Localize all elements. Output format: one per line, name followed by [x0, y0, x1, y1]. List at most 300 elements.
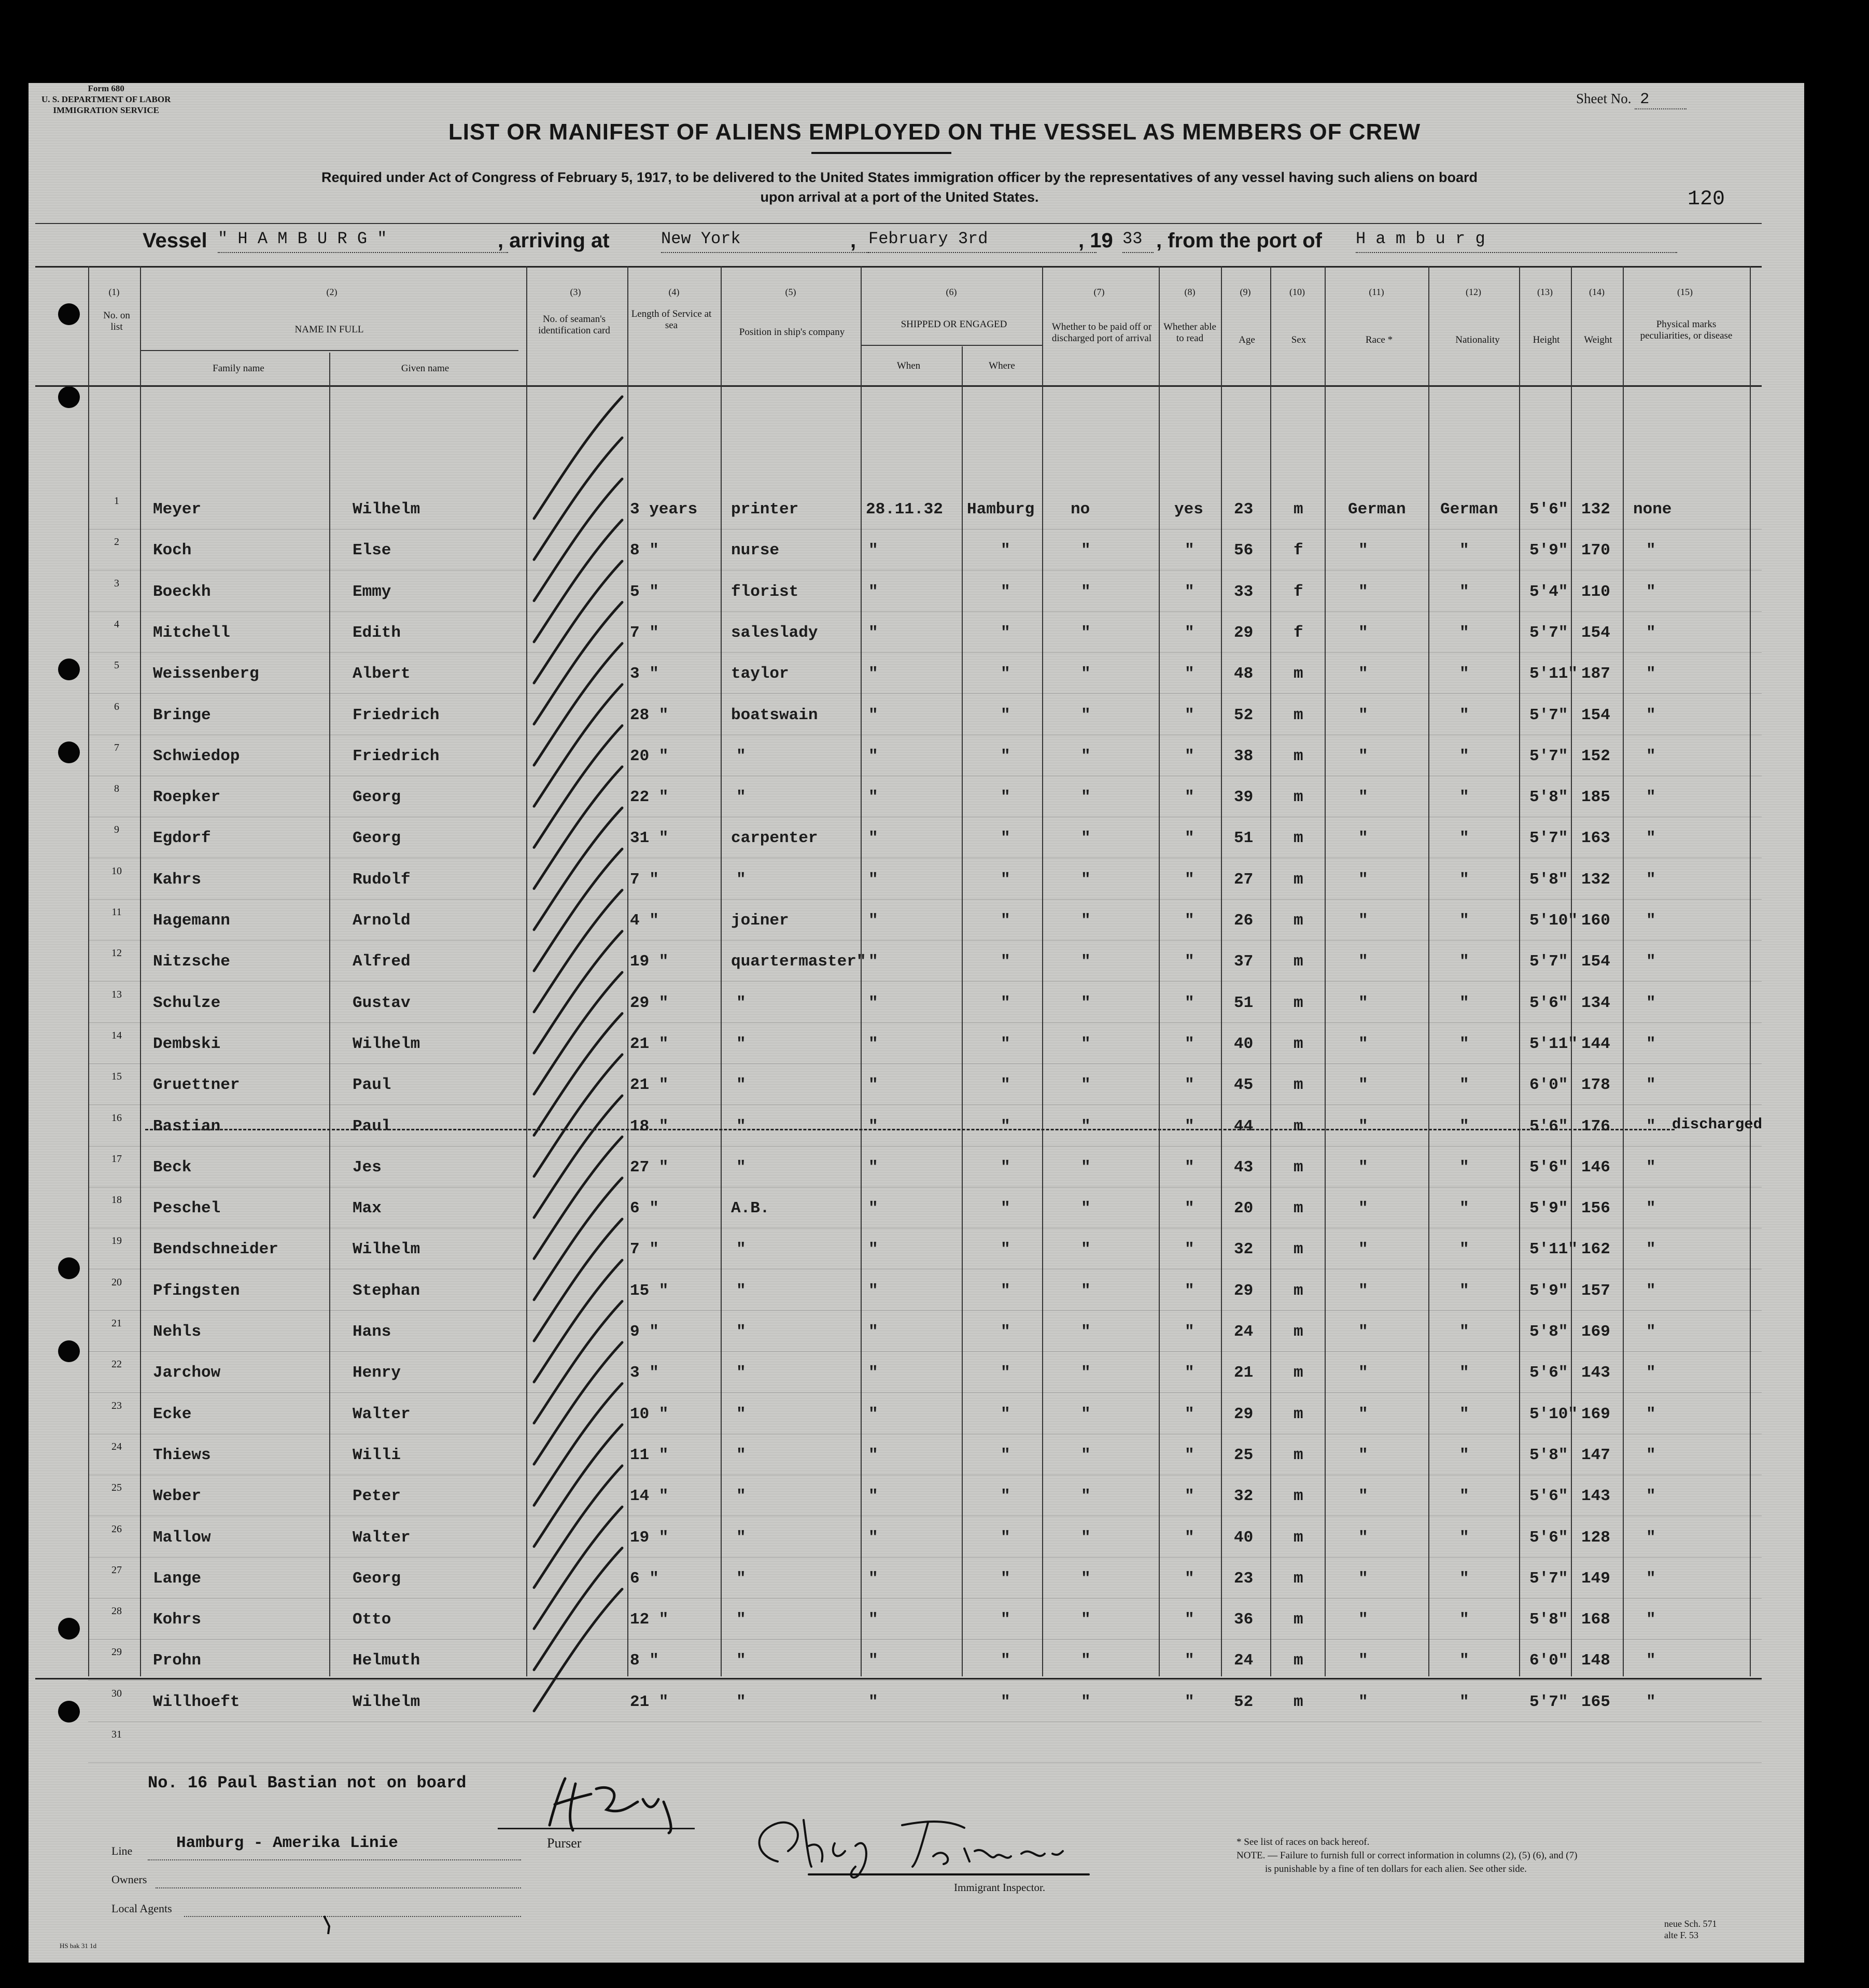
sex-cell: m — [1294, 1405, 1303, 1423]
given-name-cell: Wilhelm — [353, 1034, 420, 1053]
sex-cell: m — [1294, 1117, 1303, 1136]
shipped-when-cell: " — [868, 1199, 878, 1218]
row-number: 29 — [111, 1646, 122, 1658]
given-name-cell: Otto — [353, 1611, 391, 1629]
family-name-cell: Bendschneider — [153, 1240, 278, 1259]
sex-cell: m — [1294, 747, 1303, 765]
race-cell: " — [1358, 1034, 1368, 1053]
position-cell: " — [736, 870, 746, 889]
owners-label: Owners — [111, 1873, 147, 1886]
weight-cell: 134 — [1581, 993, 1610, 1012]
able-read-cell: " — [1185, 1117, 1195, 1136]
position-cell: " — [736, 1651, 746, 1670]
nationality-cell: " — [1459, 1034, 1469, 1053]
check-mark — [534, 397, 622, 519]
nationality-cell: " — [1459, 993, 1469, 1012]
able-read-cell: " — [1185, 1446, 1195, 1464]
position-cell: joiner — [731, 912, 789, 930]
age-cell: 29 — [1234, 1405, 1254, 1423]
race-cell: " — [1358, 1281, 1368, 1300]
family-name-cell: Jarchow — [153, 1364, 221, 1382]
nationality-cell: " — [1459, 829, 1469, 848]
given-name-cell: Paul — [353, 1117, 391, 1136]
height-cell: 5'10" — [1529, 912, 1578, 930]
row-number: 9 — [114, 824, 119, 836]
position-cell: " — [736, 1240, 746, 1259]
ref-new: neue Sch. 571 — [1664, 1919, 1717, 1929]
weight-cell: 132 — [1581, 500, 1610, 519]
paid-off-cell: " — [1081, 1487, 1091, 1506]
able-read-cell: " — [1185, 1076, 1195, 1095]
shipped-where-cell: " — [1001, 1076, 1010, 1095]
able-read-cell: " — [1185, 953, 1195, 971]
family-name-cell: Prohn — [153, 1651, 202, 1670]
sex-cell: m — [1294, 1611, 1303, 1629]
given-name-cell: Henry — [353, 1364, 401, 1382]
physical-marks-cell: " — [1646, 1076, 1656, 1095]
age-cell: 32 — [1234, 1487, 1254, 1506]
nationality-cell: " — [1459, 582, 1469, 601]
paid-off-cell: " — [1081, 1199, 1091, 1218]
age-cell: 29 — [1234, 1281, 1254, 1300]
given-name-cell: Walter — [353, 1528, 411, 1547]
column-divider — [962, 346, 963, 1676]
paid-off-cell: " — [1081, 829, 1091, 848]
header-physical-marks: Physical marks peculiarities, or disease — [1640, 319, 1733, 341]
header-when: When — [896, 360, 921, 371]
race-cell: " — [1358, 1651, 1368, 1670]
position-cell: " — [736, 993, 746, 1012]
physical-marks-cell: " — [1646, 1487, 1656, 1506]
shipped-when-cell: " — [868, 541, 878, 560]
row-rule — [88, 1762, 1762, 1763]
given-name-cell: Georg — [353, 788, 401, 807]
shipped-where-cell: " — [1001, 1199, 1010, 1218]
header-id-card: No. of seaman's identification card — [538, 314, 610, 336]
age-cell: 38 — [1234, 747, 1254, 765]
column-number: (2) — [326, 287, 338, 297]
length-service-cell: 21 " — [630, 1692, 669, 1711]
weight-cell: 147 — [1581, 1446, 1610, 1464]
race-cell: " — [1358, 912, 1368, 930]
able-read-cell: " — [1185, 1364, 1195, 1382]
age-cell: 25 — [1234, 1446, 1254, 1464]
length-service-cell: 27 " — [630, 1158, 669, 1177]
physical-marks-cell: " — [1646, 953, 1656, 971]
height-cell: 5'8" — [1529, 788, 1568, 807]
race-cell: " — [1358, 623, 1368, 642]
header-name-in-full: NAME IN FULL — [294, 324, 364, 335]
sex-cell: m — [1294, 1076, 1303, 1095]
paid-off-cell: " — [1081, 1446, 1091, 1464]
nationality-cell: " — [1459, 788, 1469, 807]
row-number: 1 — [114, 495, 119, 507]
height-cell: 5'6" — [1529, 1158, 1568, 1177]
row-number: 11 — [111, 906, 122, 918]
column-divider — [329, 353, 330, 1676]
height-cell: 5'9" — [1529, 541, 1568, 560]
header-given-name: Given name — [401, 363, 449, 374]
length-service-cell: 6 " — [630, 1569, 659, 1588]
shipped-when-cell: " — [868, 1076, 878, 1095]
shipped-where-cell: " — [1001, 1158, 1010, 1177]
sex-cell: m — [1294, 912, 1303, 930]
column-number: (14) — [1589, 287, 1605, 297]
height-cell: 5'7" — [1529, 747, 1568, 765]
race-cell: " — [1358, 582, 1368, 601]
column-divider — [861, 266, 862, 1676]
family-name-cell: Mallow — [153, 1528, 211, 1547]
position-cell: " — [736, 1487, 746, 1506]
shipped-where-cell: " — [1001, 1569, 1010, 1588]
length-service-cell: 8 " — [630, 541, 659, 560]
nationality-cell: " — [1459, 953, 1469, 971]
row-number: 16 — [111, 1112, 122, 1124]
weight-cell: 178 — [1581, 1076, 1610, 1095]
sex-cell: m — [1294, 1281, 1303, 1300]
able-read-cell: " — [1185, 665, 1195, 683]
age-cell: 21 — [1234, 1364, 1254, 1382]
column-divider — [1042, 266, 1043, 1676]
shipped-where-cell: " — [1001, 953, 1010, 971]
age-cell: 56 — [1234, 541, 1254, 560]
row-number: 23 — [111, 1399, 122, 1411]
header-race: Race * — [1365, 334, 1393, 345]
header-weight: Weight — [1584, 334, 1612, 345]
position-cell: " — [736, 1323, 746, 1341]
weight-cell: 169 — [1581, 1405, 1610, 1423]
shipped-subheader-rule — [861, 345, 1042, 346]
physical-marks-cell: " — [1646, 541, 1656, 560]
ref-old: alte F. 53 — [1664, 1930, 1699, 1940]
family-name-cell: Beck — [153, 1158, 192, 1177]
height-cell: 5'11" — [1529, 665, 1578, 683]
shipped-where-cell: " — [1001, 541, 1010, 560]
nationality-cell: " — [1459, 1364, 1469, 1382]
row-number: 27 — [111, 1564, 122, 1576]
shipped-when-cell: " — [868, 1405, 878, 1423]
vessel-name: " H A M B U R G " — [218, 229, 508, 253]
paid-off-cell: " — [1081, 1323, 1091, 1341]
row-rule — [88, 1104, 1762, 1105]
height-cell: 5'9" — [1529, 1199, 1568, 1218]
row-rule — [88, 899, 1762, 900]
length-service-cell: 21 " — [630, 1034, 669, 1053]
sheet-number — [1576, 91, 1687, 109]
age-cell: 43 — [1234, 1158, 1254, 1177]
race-cell: " — [1358, 1199, 1368, 1218]
race-cell: " — [1358, 1240, 1368, 1259]
age-cell: 27 — [1234, 870, 1254, 889]
row-number: 10 — [111, 865, 122, 877]
row-number: 21 — [111, 1318, 122, 1329]
shipped-when-cell: " — [868, 1240, 878, 1259]
nationality-cell: " — [1459, 1528, 1469, 1547]
able-read-cell: " — [1185, 1240, 1195, 1259]
height-cell: 5'11" — [1529, 1034, 1578, 1053]
vessel-label: Vessel — [143, 229, 207, 252]
binder-hole — [58, 1701, 80, 1723]
page-subtitle — [218, 167, 1581, 207]
race-cell: " — [1358, 870, 1368, 889]
given-name-cell: Gustav — [353, 993, 411, 1012]
sheet-value: 2 — [1635, 91, 1687, 109]
paid-off-cell: " — [1081, 582, 1091, 601]
physical-marks-cell: " — [1646, 993, 1656, 1012]
shipped-where-cell: " — [1001, 788, 1010, 807]
length-service-cell: 14 " — [630, 1487, 669, 1506]
physical-marks-cell: " — [1646, 1692, 1656, 1711]
nationality-cell: " — [1459, 1569, 1469, 1588]
sex-cell: m — [1294, 788, 1303, 807]
race-cell: " — [1358, 665, 1368, 683]
from-port: H a m b u r g — [1356, 229, 1677, 253]
row-number: 12 — [111, 947, 122, 959]
family-name-cell: Weissenberg — [153, 665, 259, 683]
nationality-cell: " — [1459, 1692, 1469, 1711]
row-number: 19 — [111, 1235, 122, 1247]
family-name-cell: Nehls — [153, 1323, 202, 1341]
row-number: 26 — [111, 1523, 122, 1535]
form-number: Form 680 — [88, 83, 124, 93]
family-name-cell: Kahrs — [153, 870, 202, 889]
arriving-label: , arriving at — [498, 229, 610, 252]
shipped-when-cell: " — [868, 706, 878, 724]
column-number: (13) — [1537, 287, 1553, 297]
row-rule — [88, 1721, 1762, 1722]
length-service-cell: 5 " — [630, 582, 659, 601]
shipped-where-cell: " — [1001, 1611, 1010, 1629]
row-number: 17 — [111, 1153, 122, 1165]
weight-cell: 143 — [1581, 1364, 1610, 1382]
physical-marks-cell: " — [1646, 1569, 1656, 1588]
given-name-cell: Alfred — [353, 953, 411, 971]
given-name-cell: Albert — [353, 665, 411, 683]
race-cell: " — [1358, 1692, 1368, 1711]
weight-cell: 170 — [1581, 541, 1610, 560]
header-position: Position in ship's company — [739, 327, 845, 338]
shipped-where-cell: " — [1001, 1446, 1010, 1464]
weight-cell: 146 — [1581, 1158, 1610, 1177]
length-service-cell: 10 " — [630, 1405, 669, 1423]
height-cell: 5'8" — [1529, 1611, 1568, 1629]
family-name-cell: Ecke — [153, 1405, 192, 1423]
header-nationality: Nationality — [1455, 334, 1500, 345]
row-number: 22 — [111, 1359, 122, 1370]
given-name-cell: Wilhelm — [353, 1692, 420, 1711]
race-cell: " — [1358, 788, 1368, 807]
line-value: Hamburg - Amerika Linie — [176, 1834, 398, 1852]
position-cell: " — [736, 747, 746, 765]
length-service-cell: 3 years — [630, 500, 698, 519]
physical-marks-cell: " — [1646, 747, 1656, 765]
sex-cell: m — [1294, 953, 1303, 971]
column-number: (9) — [1240, 287, 1251, 297]
column-divider — [1750, 266, 1751, 1676]
nationality-cell: " — [1459, 1323, 1469, 1341]
sex-cell: m — [1294, 1199, 1303, 1218]
age-cell: 40 — [1234, 1034, 1254, 1053]
race-cell: German — [1348, 500, 1406, 519]
physical-marks-cell: " — [1646, 706, 1656, 724]
year-prefix: , 19 — [1078, 229, 1113, 252]
column-divider — [88, 266, 89, 1676]
row-number: 24 — [111, 1440, 122, 1452]
header-height: Height — [1533, 334, 1560, 345]
subtitle-line: upon arrival at a port of the United States. — [760, 189, 1039, 205]
height-cell: 5'4" — [1529, 582, 1568, 601]
weight-cell: 157 — [1581, 1281, 1610, 1300]
length-service-cell: 31 " — [630, 829, 669, 848]
family-name-cell: Egdorf — [153, 829, 211, 848]
form-identifier — [41, 83, 171, 116]
physical-marks-cell: " — [1646, 1034, 1656, 1053]
subtitle-line: Required under Act of Congress of February 5, 1917, to be delivered to the United States immigration officer by the representatives of any vessel having such aliens on board — [321, 170, 1478, 185]
sex-cell: m — [1294, 706, 1303, 724]
sex-cell: m — [1294, 829, 1303, 848]
family-name-cell: Lange — [153, 1569, 202, 1588]
shipped-when-cell: " — [868, 1158, 878, 1177]
physical-marks-cell: " — [1646, 1405, 1656, 1423]
nationality-cell: " — [1459, 1281, 1469, 1300]
given-name-cell: Wilhelm — [353, 500, 420, 519]
able-read-cell: " — [1185, 1034, 1195, 1053]
given-name-cell: Helmuth — [353, 1651, 420, 1670]
weight-cell: 168 — [1581, 1611, 1610, 1629]
position-cell: printer — [731, 500, 799, 519]
length-service-cell: 9 " — [630, 1323, 659, 1341]
crew-table — [35, 266, 1762, 1679]
purser-signature — [539, 1773, 695, 1836]
able-read-cell: " — [1185, 1611, 1195, 1629]
position-cell: florist — [731, 582, 799, 601]
given-name-cell: Friedrich — [353, 706, 440, 724]
able-read-cell: " — [1185, 993, 1195, 1012]
shipped-when-cell: " — [868, 788, 878, 807]
sex-cell: m — [1294, 1034, 1303, 1053]
agents-dotted — [184, 1916, 521, 1917]
age-cell: 33 — [1234, 582, 1254, 601]
column-divider — [721, 266, 722, 1676]
race-cell: " — [1358, 747, 1368, 765]
row-number: 15 — [111, 1071, 122, 1083]
weight-cell: 187 — [1581, 665, 1610, 683]
owners-dotted — [156, 1887, 521, 1888]
height-cell: 5'9" — [1529, 1281, 1568, 1300]
given-name-cell: Walter — [353, 1405, 411, 1423]
line-label: Line — [111, 1844, 133, 1857]
sheet-label: Sheet No. — [1576, 91, 1632, 106]
length-service-cell: 7 " — [630, 870, 659, 889]
physical-marks-cell: " — [1646, 1117, 1656, 1136]
name-subheader-rule — [140, 350, 518, 351]
given-name-cell: Edith — [353, 623, 401, 642]
column-divider — [1623, 266, 1624, 1676]
row-number: 6 — [114, 701, 119, 712]
family-name-cell: Peschel — [153, 1199, 221, 1218]
race-cell: " — [1358, 1405, 1368, 1423]
sex-cell: m — [1294, 1240, 1303, 1259]
shipped-where-cell: " — [1001, 623, 1010, 642]
length-service-cell: 7 " — [630, 623, 659, 642]
nationality-cell: " — [1459, 1611, 1469, 1629]
row-rule — [88, 1598, 1762, 1599]
family-name-cell: Mitchell — [153, 623, 230, 642]
able-read-cell: " — [1185, 1158, 1195, 1177]
height-cell: 5'7" — [1529, 706, 1568, 724]
row-number: 28 — [111, 1605, 122, 1617]
nationality-cell: " — [1459, 1487, 1469, 1506]
height-cell: 5'6" — [1529, 1487, 1568, 1506]
able-read-cell: " — [1185, 623, 1195, 642]
row-rule — [88, 693, 1762, 694]
header-family-name: Family name — [213, 363, 264, 374]
family-name-cell: Weber — [153, 1487, 202, 1506]
shipped-where-cell: " — [1001, 582, 1010, 601]
age-cell: 36 — [1234, 1611, 1254, 1629]
race-cell: " — [1358, 1323, 1368, 1341]
sex-cell: m — [1294, 993, 1303, 1012]
shipped-where-cell: " — [1001, 747, 1010, 765]
sex-cell: m — [1294, 1651, 1303, 1670]
shipped-when-cell: " — [868, 747, 878, 765]
given-name-cell: Max — [353, 1199, 382, 1218]
row-number: 20 — [111, 1276, 122, 1288]
length-service-cell: 3 " — [630, 665, 659, 683]
position-cell: " — [736, 1405, 746, 1423]
physical-marks-cell: " — [1646, 665, 1656, 683]
weight-cell: 163 — [1581, 829, 1610, 848]
able-read-cell: " — [1185, 706, 1195, 724]
family-name-cell: Boeckh — [153, 582, 211, 601]
weight-cell: 154 — [1581, 706, 1610, 724]
given-name-cell: Peter — [353, 1487, 401, 1506]
length-service-cell: 8 " — [630, 1651, 659, 1670]
height-cell: 6'0" — [1529, 1076, 1568, 1095]
weight-cell: 152 — [1581, 747, 1610, 765]
physical-marks-cell: " — [1646, 582, 1656, 601]
nationality-cell: " — [1459, 665, 1469, 683]
position-cell: " — [736, 1611, 746, 1629]
printer-mark: HS bak 31 1d — [60, 1942, 97, 1950]
able-read-cell: " — [1185, 1487, 1195, 1506]
title-underline — [811, 152, 951, 154]
nationality-cell: German — [1440, 500, 1498, 519]
family-name-cell: Willhoeft — [153, 1692, 240, 1711]
column-divider — [1519, 266, 1520, 1676]
family-name-cell: Nitzsche — [153, 953, 230, 971]
column-divider — [1270, 266, 1271, 1676]
row-rule — [88, 611, 1762, 612]
paid-off-cell: " — [1081, 1281, 1091, 1300]
column-divider — [1325, 266, 1326, 1676]
race-cell: " — [1358, 1569, 1368, 1588]
vessel-top-rule — [35, 223, 1762, 224]
shipped-where-cell: " — [1001, 1364, 1010, 1382]
row-rule — [88, 981, 1762, 982]
family-name-cell: Koch — [153, 541, 192, 560]
header-able-read: Whether able to read — [1163, 321, 1216, 344]
row-rule — [88, 1392, 1762, 1393]
row-rule — [88, 940, 1762, 941]
physical-marks-cell: " — [1646, 1199, 1656, 1218]
able-read-cell: " — [1185, 1199, 1195, 1218]
race-cell: " — [1358, 1528, 1368, 1547]
age-cell: 45 — [1234, 1076, 1254, 1095]
weight-cell: 143 — [1581, 1487, 1610, 1506]
given-name-cell: Georg — [353, 829, 401, 848]
weight-cell: 154 — [1581, 953, 1610, 971]
